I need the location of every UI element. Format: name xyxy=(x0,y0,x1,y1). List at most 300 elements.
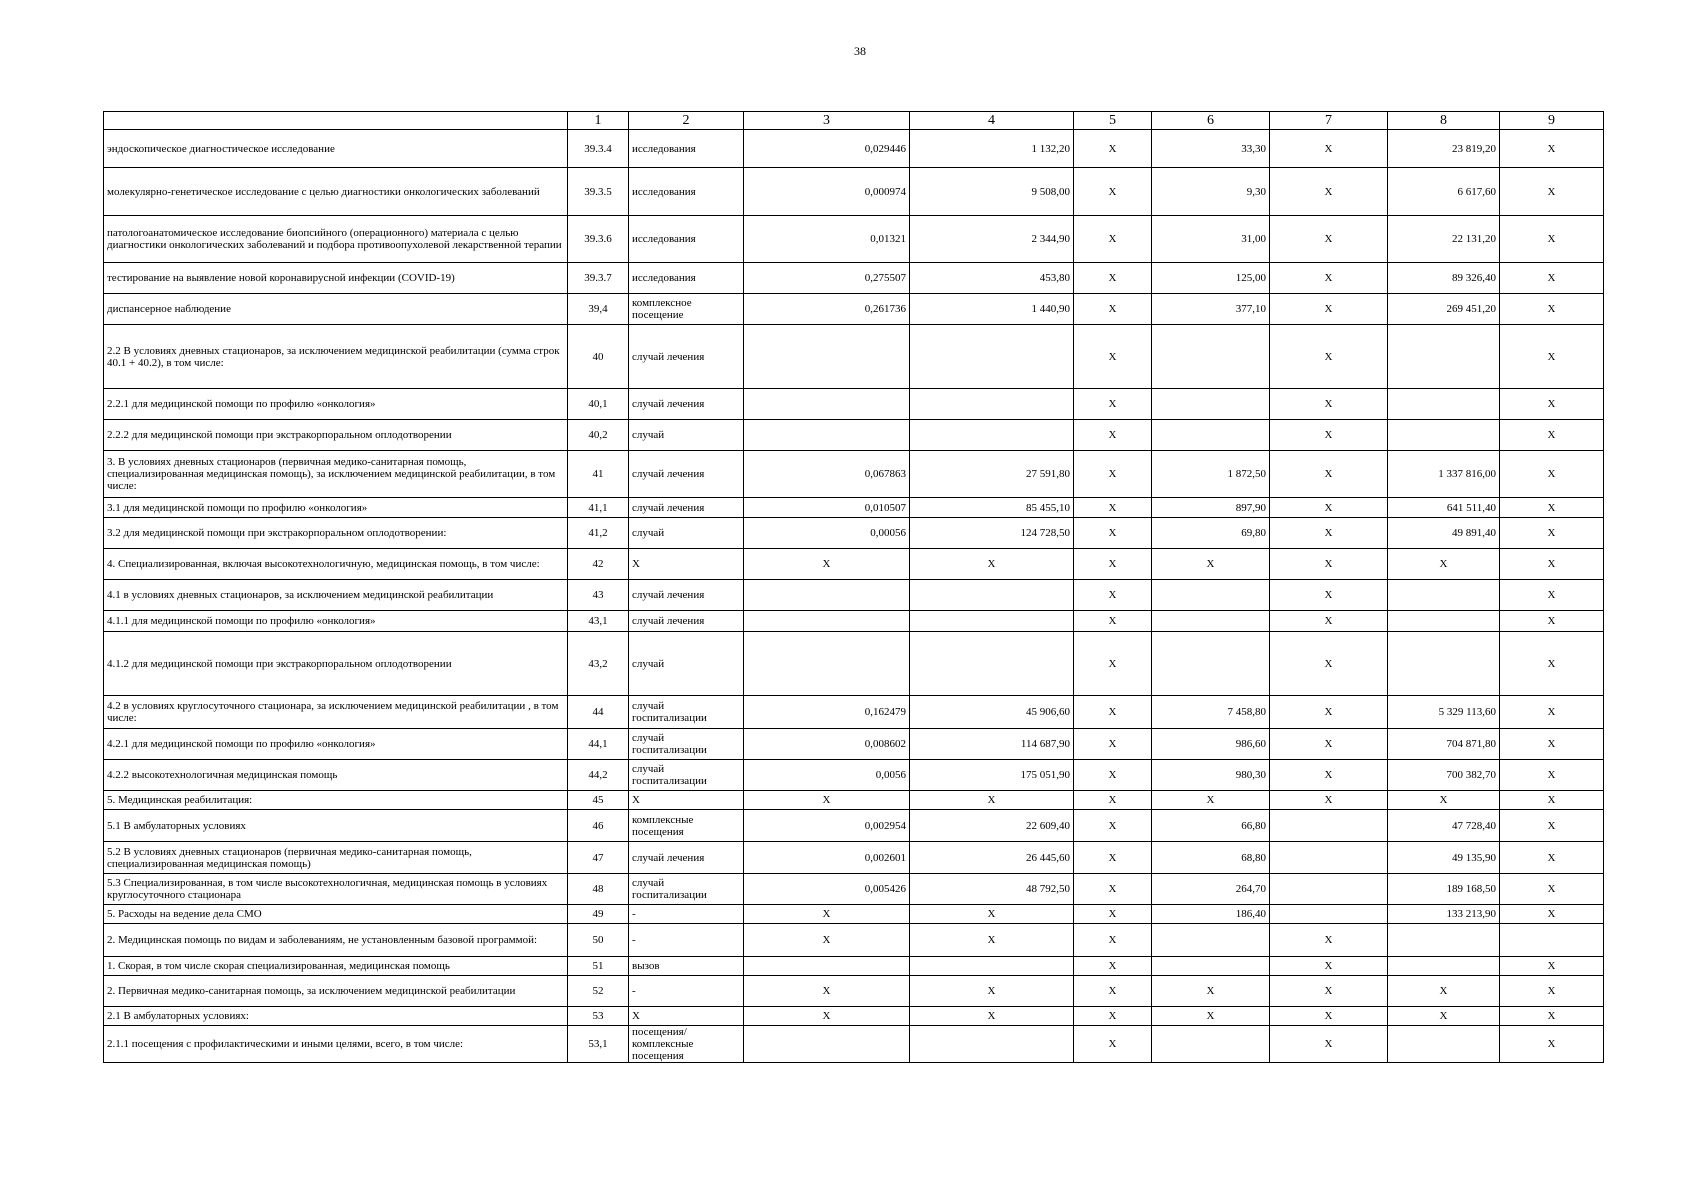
cell-c7 xyxy=(1270,874,1388,905)
cell-c4: 22 609,40 xyxy=(910,810,1074,842)
cell-c6: X xyxy=(1152,549,1270,580)
cell-c3 xyxy=(744,957,910,976)
cell-c3: 0,010507 xyxy=(744,498,910,518)
cell-c7 xyxy=(1270,842,1388,874)
cell-c7: X xyxy=(1270,549,1388,580)
cell-c6: X xyxy=(1152,1007,1270,1026)
table-row xyxy=(104,294,1604,325)
cell-c6 xyxy=(1152,420,1270,451)
cell-name: 5. Медицинская реабилитация: xyxy=(104,791,568,810)
cell-c8: X xyxy=(1388,549,1500,580)
cell-code: 44,1 xyxy=(568,729,629,760)
cell-c9: X xyxy=(1500,696,1604,729)
cell-c5: X xyxy=(1074,976,1152,1007)
cell-unit: X xyxy=(629,549,744,580)
cell-c7: X xyxy=(1270,498,1388,518)
cell-unit: случай лечения xyxy=(629,389,744,420)
header-cell: 8 xyxy=(1388,112,1500,130)
cell-c7: X xyxy=(1270,168,1388,216)
cell-name: 3.1 для медицинской помощи по профилю «онкология» xyxy=(104,498,568,518)
cell-c7: X xyxy=(1270,451,1388,498)
cell-code: 39.3.6 xyxy=(568,216,629,263)
cell-c3: 0,01321 xyxy=(744,216,910,263)
cell-c6: 66,80 xyxy=(1152,810,1270,842)
cell-c5: X xyxy=(1074,874,1152,905)
cell-c9: X xyxy=(1500,518,1604,549)
cell-c8: 700 382,70 xyxy=(1388,760,1500,791)
cell-code: 53,1 xyxy=(568,1026,629,1063)
cell-code: 43,1 xyxy=(568,611,629,632)
cell-c5: X xyxy=(1074,760,1152,791)
cell-unit: исследования xyxy=(629,216,744,263)
cell-code: 49 xyxy=(568,905,629,924)
cell-unit: случай xyxy=(629,420,744,451)
cell-c3: 0,00056 xyxy=(744,518,910,549)
cell-c9: X xyxy=(1500,580,1604,611)
table-row xyxy=(104,389,1604,420)
cell-unit: вызов xyxy=(629,957,744,976)
cell-c7: X xyxy=(1270,1007,1388,1026)
cell-c8: 5 329 113,60 xyxy=(1388,696,1500,729)
cell-c9: X xyxy=(1500,632,1604,696)
cell-c6: X xyxy=(1152,791,1270,810)
cell-c3: 0,029446 xyxy=(744,130,910,168)
cell-unit: случай лечения xyxy=(629,325,744,389)
cell-c7: X xyxy=(1270,130,1388,168)
cell-c8: 22 131,20 xyxy=(1388,216,1500,263)
cell-c6 xyxy=(1152,924,1270,957)
cell-c8: 133 213,90 xyxy=(1388,905,1500,924)
cell-c5: X xyxy=(1074,518,1152,549)
cell-c5: X xyxy=(1074,294,1152,325)
cell-c3 xyxy=(744,420,910,451)
cell-unit: случай госпитализации xyxy=(629,760,744,791)
cell-name: 4.1.1 для медицинской помощи по профилю «онкология» xyxy=(104,611,568,632)
cell-c3: 0,0056 xyxy=(744,760,910,791)
cell-c6 xyxy=(1152,1026,1270,1063)
cell-name: тестирование на выявление новой коронавирусной инфекции (COVID-19) xyxy=(104,263,568,294)
cell-c6 xyxy=(1152,325,1270,389)
cell-c6: 264,70 xyxy=(1152,874,1270,905)
cell-c9: X xyxy=(1500,1007,1604,1026)
cell-code: 47 xyxy=(568,842,629,874)
cell-c4: X xyxy=(910,1007,1074,1026)
table-row xyxy=(104,518,1604,549)
cell-c4: X xyxy=(910,549,1074,580)
cell-c6: 9,30 xyxy=(1152,168,1270,216)
cell-code: 40,2 xyxy=(568,420,629,451)
cell-unit: случай лечения xyxy=(629,451,744,498)
cell-c3: X xyxy=(744,924,910,957)
cell-c3: X xyxy=(744,549,910,580)
cell-code: 40 xyxy=(568,325,629,389)
cell-c7 xyxy=(1270,810,1388,842)
cell-c9: X xyxy=(1500,168,1604,216)
cell-name: 3.2 для медицинской помощи при экстракорпоральном оплодотворении: xyxy=(104,518,568,549)
cell-c9: X xyxy=(1500,791,1604,810)
table-row xyxy=(104,168,1604,216)
cell-c4: 27 591,80 xyxy=(910,451,1074,498)
cell-c9: X xyxy=(1500,905,1604,924)
page-number: 38 xyxy=(854,44,866,58)
cell-unit: - xyxy=(629,905,744,924)
cell-c8 xyxy=(1388,389,1500,420)
cell-name: 2.2.1 для медицинской помощи по профилю «онкология» xyxy=(104,389,568,420)
cell-c8: 23 819,20 xyxy=(1388,130,1500,168)
cell-c5: X xyxy=(1074,924,1152,957)
cell-c5: X xyxy=(1074,168,1152,216)
cell-c9: X xyxy=(1500,976,1604,1007)
cell-code: 43 xyxy=(568,580,629,611)
cell-c7: X xyxy=(1270,729,1388,760)
cell-c9: X xyxy=(1500,498,1604,518)
cell-c3 xyxy=(744,389,910,420)
cell-unit: - xyxy=(629,976,744,1007)
cell-c8: 47 728,40 xyxy=(1388,810,1500,842)
cell-c7: X xyxy=(1270,420,1388,451)
cell-c3 xyxy=(744,580,910,611)
cell-c3: 0,002954 xyxy=(744,810,910,842)
cell-unit: исследования xyxy=(629,168,744,216)
cell-c3 xyxy=(744,632,910,696)
cell-c8: 269 451,20 xyxy=(1388,294,1500,325)
data-table xyxy=(103,111,1604,1063)
table-row xyxy=(104,957,1604,976)
cell-name: 5.1 В амбулаторных условиях xyxy=(104,810,568,842)
header-cell: 7 xyxy=(1270,112,1388,130)
cell-c3: 0,261736 xyxy=(744,294,910,325)
cell-unit: исследования xyxy=(629,263,744,294)
cell-c4: X xyxy=(910,924,1074,957)
cell-unit: случай xyxy=(629,632,744,696)
cell-c9: X xyxy=(1500,420,1604,451)
table-row xyxy=(104,580,1604,611)
cell-c3 xyxy=(744,325,910,389)
cell-c4 xyxy=(910,580,1074,611)
cell-c8: X xyxy=(1388,791,1500,810)
cell-code: 52 xyxy=(568,976,629,1007)
cell-unit: случай госпитализации xyxy=(629,729,744,760)
cell-c9: X xyxy=(1500,842,1604,874)
cell-c6: 31,00 xyxy=(1152,216,1270,263)
cell-c5: X xyxy=(1074,1007,1152,1026)
cell-c9: X xyxy=(1500,263,1604,294)
cell-c9: X xyxy=(1500,294,1604,325)
cell-name: эндоскопическое диагностическое исследование xyxy=(104,130,568,168)
cell-c3: 0,162479 xyxy=(744,696,910,729)
cell-c9: X xyxy=(1500,389,1604,420)
cell-c5: X xyxy=(1074,325,1152,389)
table-row xyxy=(104,729,1604,760)
cell-c4: 1 132,20 xyxy=(910,130,1074,168)
cell-c4: 9 508,00 xyxy=(910,168,1074,216)
table-row xyxy=(104,325,1604,389)
cell-name: 1. Скорая, в том числе скорая специализированная, медицинская помощь xyxy=(104,957,568,976)
cell-c6 xyxy=(1152,580,1270,611)
cell-code: 48 xyxy=(568,874,629,905)
cell-c7: X xyxy=(1270,632,1388,696)
cell-unit: случай лечения xyxy=(629,498,744,518)
cell-c7: X xyxy=(1270,294,1388,325)
cell-c7: X xyxy=(1270,389,1388,420)
header-cell: 2 xyxy=(629,112,744,130)
cell-name: 5. Расходы на ведение дела СМО xyxy=(104,905,568,924)
cell-unit: посещения/комплексные посещения xyxy=(629,1026,744,1063)
header-cell: 6 xyxy=(1152,112,1270,130)
cell-code: 51 xyxy=(568,957,629,976)
cell-c3: X xyxy=(744,976,910,1007)
table-row xyxy=(104,549,1604,580)
table-row xyxy=(104,420,1604,451)
cell-code: 39.3.7 xyxy=(568,263,629,294)
cell-c3: X xyxy=(744,791,910,810)
cell-c9: X xyxy=(1500,549,1604,580)
cell-c7: X xyxy=(1270,1026,1388,1063)
cell-c5: X xyxy=(1074,632,1152,696)
cell-c8: 1 337 816,00 xyxy=(1388,451,1500,498)
cell-code: 41,2 xyxy=(568,518,629,549)
cell-c5: X xyxy=(1074,549,1152,580)
header-row xyxy=(104,112,1604,130)
cell-c7: X xyxy=(1270,263,1388,294)
cell-unit: случай лечения xyxy=(629,580,744,611)
cell-c4: 45 906,60 xyxy=(910,696,1074,729)
cell-c5: X xyxy=(1074,451,1152,498)
cell-c7: X xyxy=(1270,791,1388,810)
cell-c5: X xyxy=(1074,580,1152,611)
cell-name: патологоанатомическое исследование биопсийного (операционного) материала с целью диагностики онкологических заболеваний и подбора противоопухолевой лекарственной терапии xyxy=(104,216,568,263)
table-row xyxy=(104,263,1604,294)
table-row xyxy=(104,924,1604,957)
cell-c9: X xyxy=(1500,874,1604,905)
cell-unit: случай xyxy=(629,518,744,549)
cell-unit: случай госпитализации xyxy=(629,696,744,729)
cell-c4: X xyxy=(910,791,1074,810)
cell-c7: X xyxy=(1270,696,1388,729)
cell-name: молекулярно-генетическое исследование с целью диагностики онкологических заболеваний xyxy=(104,168,568,216)
cell-code: 42 xyxy=(568,549,629,580)
cell-c3: 0,067863 xyxy=(744,451,910,498)
cell-c9: X xyxy=(1500,216,1604,263)
cell-name: 4.1 в условиях дневных стационаров, за исключением медицинской реабилитации xyxy=(104,580,568,611)
cell-code: 43,2 xyxy=(568,632,629,696)
cell-c9: X xyxy=(1500,957,1604,976)
cell-c5: X xyxy=(1074,498,1152,518)
cell-name: 5.2 В условиях дневных стационаров (первичная медико-санитарная помощь, специализированная медицинская помощь) xyxy=(104,842,568,874)
cell-code: 41,1 xyxy=(568,498,629,518)
cell-name: 5.3 Специализированная, в том числе высокотехнологичная, медицинская помощь в условиях круглосуточного стационара xyxy=(104,874,568,905)
cell-c8 xyxy=(1388,611,1500,632)
table-row xyxy=(104,632,1604,696)
cell-c7: X xyxy=(1270,611,1388,632)
cell-c4: 114 687,90 xyxy=(910,729,1074,760)
cell-code: 41 xyxy=(568,451,629,498)
cell-c8 xyxy=(1388,580,1500,611)
cell-c3: 0,005426 xyxy=(744,874,910,905)
cell-name: 2.1 В амбулаторных условиях: xyxy=(104,1007,568,1026)
cell-c6: 33,30 xyxy=(1152,130,1270,168)
cell-c9: X xyxy=(1500,729,1604,760)
cell-c3 xyxy=(744,1026,910,1063)
cell-c7: X xyxy=(1270,976,1388,1007)
cell-c6 xyxy=(1152,632,1270,696)
table-row xyxy=(104,451,1604,498)
cell-c9: X xyxy=(1500,611,1604,632)
table-row xyxy=(104,696,1604,729)
cell-c5: X xyxy=(1074,810,1152,842)
cell-c7: X xyxy=(1270,957,1388,976)
table-row xyxy=(104,498,1604,518)
cell-name: 2.2 В условиях дневных стационаров, за исключением медицинской реабилитации (сумма строк 40.1 + 40.2), в том числе: xyxy=(104,325,568,389)
cell-c8 xyxy=(1388,1026,1500,1063)
cell-name: 2.1.1 посещения с профилактическими и иными целями, всего, в том числе: xyxy=(104,1026,568,1063)
cell-c6: 186,40 xyxy=(1152,905,1270,924)
cell-code: 39.3.4 xyxy=(568,130,629,168)
cell-c7: X xyxy=(1270,760,1388,791)
cell-c5: X xyxy=(1074,1026,1152,1063)
cell-unit: случай госпитализации xyxy=(629,874,744,905)
cell-name: 4.2 в условиях круглосуточного стационара, за исключением медицинской реабилитации , в том числе: xyxy=(104,696,568,729)
cell-name: 2.2.2 для медицинской помощи при экстракорпоральном оплодотворении xyxy=(104,420,568,451)
cell-c5: X xyxy=(1074,389,1152,420)
cell-c4 xyxy=(910,389,1074,420)
cell-c4: X xyxy=(910,976,1074,1007)
cell-c4 xyxy=(910,325,1074,389)
cell-c6: 377,10 xyxy=(1152,294,1270,325)
cell-c6: X xyxy=(1152,976,1270,1007)
cell-c8: 641 511,40 xyxy=(1388,498,1500,518)
cell-c6: 68,80 xyxy=(1152,842,1270,874)
cell-c4: 1 440,90 xyxy=(910,294,1074,325)
cell-c3: X xyxy=(744,905,910,924)
cell-unit: комплексное посещение xyxy=(629,294,744,325)
cell-code: 39,4 xyxy=(568,294,629,325)
cell-code: 53 xyxy=(568,1007,629,1026)
cell-c5: X xyxy=(1074,216,1152,263)
cell-c8: 189 168,50 xyxy=(1388,874,1500,905)
table-row xyxy=(104,611,1604,632)
cell-c4: 453,80 xyxy=(910,263,1074,294)
cell-code: 45 xyxy=(568,791,629,810)
cell-name: диспансерное наблюдение xyxy=(104,294,568,325)
table-row xyxy=(104,760,1604,791)
cell-c4 xyxy=(910,420,1074,451)
cell-c6 xyxy=(1152,389,1270,420)
cell-c5: X xyxy=(1074,729,1152,760)
cell-c7: X xyxy=(1270,325,1388,389)
cell-c8: X xyxy=(1388,1007,1500,1026)
table-row xyxy=(104,130,1604,168)
cell-c7 xyxy=(1270,905,1388,924)
cell-c6: 7 458,80 xyxy=(1152,696,1270,729)
cell-c5: X xyxy=(1074,130,1152,168)
cell-c9: X xyxy=(1500,130,1604,168)
cell-name: 4.2.1 для медицинской помощи по профилю «онкология» xyxy=(104,729,568,760)
cell-code: 44 xyxy=(568,696,629,729)
cell-c4: X xyxy=(910,905,1074,924)
cell-c9: X xyxy=(1500,325,1604,389)
cell-c6: 1 872,50 xyxy=(1152,451,1270,498)
cell-c5: X xyxy=(1074,842,1152,874)
cell-c8: 6 617,60 xyxy=(1388,168,1500,216)
cell-c9 xyxy=(1500,924,1604,957)
cell-unit: комплексные посещения xyxy=(629,810,744,842)
cell-c7: X xyxy=(1270,518,1388,549)
cell-unit: X xyxy=(629,791,744,810)
table-row xyxy=(104,874,1604,905)
cell-unit: случай лечения xyxy=(629,611,744,632)
cell-c9: X xyxy=(1500,451,1604,498)
cell-code: 44,2 xyxy=(568,760,629,791)
cell-c3: 0,002601 xyxy=(744,842,910,874)
header-cell: 1 xyxy=(568,112,629,130)
header-cell: 5 xyxy=(1074,112,1152,130)
cell-c9: X xyxy=(1500,760,1604,791)
cell-c5: X xyxy=(1074,263,1152,294)
cell-c4: 175 051,90 xyxy=(910,760,1074,791)
cell-c3 xyxy=(744,611,910,632)
cell-c8: 49 135,90 xyxy=(1388,842,1500,874)
cell-c8 xyxy=(1388,632,1500,696)
cell-unit: X xyxy=(629,1007,744,1026)
cell-c9: X xyxy=(1500,1026,1604,1063)
cell-code: 46 xyxy=(568,810,629,842)
cell-c7: X xyxy=(1270,924,1388,957)
header-cell: 3 xyxy=(744,112,910,130)
header-cell: 4 xyxy=(910,112,1074,130)
cell-c3: 0,275507 xyxy=(744,263,910,294)
cell-unit: случай лечения xyxy=(629,842,744,874)
table-row xyxy=(104,976,1604,1007)
cell-c3: 0,008602 xyxy=(744,729,910,760)
cell-c5: X xyxy=(1074,905,1152,924)
cell-c8 xyxy=(1388,420,1500,451)
cell-c6: 69,80 xyxy=(1152,518,1270,549)
cell-code: 50 xyxy=(568,924,629,957)
cell-c4: 2 344,90 xyxy=(910,216,1074,263)
header-cell xyxy=(104,112,568,130)
header-cell: 9 xyxy=(1500,112,1604,130)
cell-c3: 0,000974 xyxy=(744,168,910,216)
cell-c8 xyxy=(1388,957,1500,976)
table-row xyxy=(104,810,1604,842)
cell-c5: X xyxy=(1074,420,1152,451)
cell-c5: X xyxy=(1074,696,1152,729)
cell-c7: X xyxy=(1270,580,1388,611)
cell-c4 xyxy=(910,632,1074,696)
cell-c4: 124 728,50 xyxy=(910,518,1074,549)
cell-c5: X xyxy=(1074,791,1152,810)
cell-c8: 89 326,40 xyxy=(1388,263,1500,294)
table-row xyxy=(104,216,1604,263)
table-row xyxy=(104,842,1604,874)
cell-c6: 980,30 xyxy=(1152,760,1270,791)
cell-c8: 704 871,80 xyxy=(1388,729,1500,760)
cell-name: 4.1.2 для медицинской помощи при экстракорпоральном оплодотворении xyxy=(104,632,568,696)
cell-name: 4.2.2 высокотехнологичная медицинская помощь xyxy=(104,760,568,791)
cell-name: 3. В условиях дневных стационаров (первичная медико-санитарная помощь, специализированная медицинская помощь), за исключением медицинской реабилитации, в том числе: xyxy=(104,451,568,498)
cell-c4: 26 445,60 xyxy=(910,842,1074,874)
cell-c6: 125,00 xyxy=(1152,263,1270,294)
cell-c3: X xyxy=(744,1007,910,1026)
cell-c4: 48 792,50 xyxy=(910,874,1074,905)
cell-c5: X xyxy=(1074,957,1152,976)
cell-c6 xyxy=(1152,611,1270,632)
cell-c6: 897,90 xyxy=(1152,498,1270,518)
cell-c4: 85 455,10 xyxy=(910,498,1074,518)
cell-name: 2. Медицинская помощь по видам и заболеваниям, не установленным базовой программой: xyxy=(104,924,568,957)
cell-code: 39.3.5 xyxy=(568,168,629,216)
